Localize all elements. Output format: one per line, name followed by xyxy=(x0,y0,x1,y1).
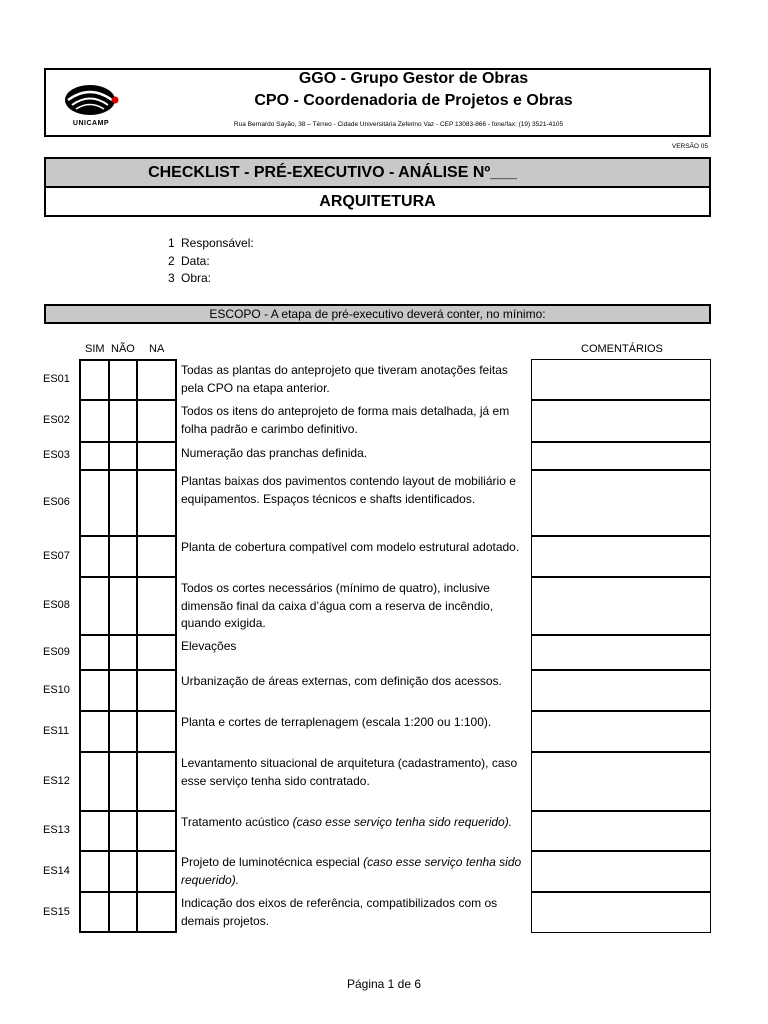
col-sim: SIM xyxy=(85,343,105,355)
info-label: Obra: xyxy=(181,271,212,285)
item-code: ES07 xyxy=(43,549,70,562)
checkbox-sim[interactable] xyxy=(79,442,109,470)
checkbox-nao[interactable] xyxy=(109,892,137,933)
item-code: ES02 xyxy=(43,414,70,426)
comment-cell[interactable] xyxy=(531,752,711,811)
item-code: ES12 xyxy=(43,774,70,787)
item-text: Indicação dos eixos de referência, compatibilizados com os demais projetos. xyxy=(181,896,498,928)
header-address: Rua Bernardo Sayão, 38 – Térreo - Cidade Universitária Zeferino Vaz - CEP 13083-866 - fone/fax: (19) 3521-4105 xyxy=(233,121,564,128)
comment-cell[interactable] xyxy=(531,851,711,892)
comment-cell[interactable] xyxy=(531,635,711,670)
checkbox-sim[interactable] xyxy=(79,400,109,442)
item-code: ES11 xyxy=(43,724,70,737)
info-row xyxy=(168,270,254,288)
item-text: Levantamento situacional de arquitetura (cadastramento), caso esse serviço tenha sido contratado. xyxy=(181,756,518,788)
col-comments: COMENTÁRIOS xyxy=(581,343,663,355)
escopo-lead: ESCOPO xyxy=(209,307,261,321)
item-code: ES14 xyxy=(43,864,70,877)
item-text: Todas as plantas do anteprojeto que tiveram anotações feitas pela CPO na etapa anterior. xyxy=(181,363,508,395)
col-nao: NÃO xyxy=(111,343,135,355)
checkbox-na[interactable] xyxy=(137,635,177,670)
item-code: ES06 xyxy=(43,496,70,508)
item-description xyxy=(181,714,526,732)
item-description xyxy=(181,445,526,463)
checkbox-nao[interactable] xyxy=(109,536,137,577)
version-label: VERSÃO 05 xyxy=(671,143,708,150)
comment-cell[interactable] xyxy=(531,359,711,400)
checkbox-nao[interactable] xyxy=(109,752,137,811)
checkbox-sim[interactable] xyxy=(79,811,109,851)
header-box xyxy=(44,68,711,137)
checkbox-sim[interactable] xyxy=(79,577,109,635)
escopo-banner xyxy=(44,304,711,324)
item-description xyxy=(181,814,526,832)
comment-cell[interactable] xyxy=(531,670,711,711)
item-code: ES01 xyxy=(43,372,70,385)
comment-cell[interactable] xyxy=(531,536,711,577)
comment-cell[interactable] xyxy=(531,577,711,635)
info-number: 2 xyxy=(168,253,175,268)
checkbox-na[interactable] xyxy=(137,670,177,711)
checkbox-na[interactable] xyxy=(137,400,177,442)
item-description xyxy=(181,539,526,557)
checkbox-na[interactable] xyxy=(137,359,177,400)
info-number: 3 xyxy=(168,271,175,285)
info-row xyxy=(168,235,254,253)
checklist-title xyxy=(46,159,709,188)
item-text: Elevações xyxy=(181,639,237,653)
item-text: Numeração das pranchas definida. xyxy=(181,446,368,460)
checkbox-na[interactable] xyxy=(137,470,177,536)
checkbox-nao[interactable] xyxy=(109,811,137,851)
checkbox-sim[interactable] xyxy=(79,536,109,577)
comment-cell[interactable] xyxy=(531,400,711,442)
checkbox-nao[interactable] xyxy=(109,577,137,635)
item-text: Tratamento acústico xyxy=(181,815,293,829)
checkbox-sim[interactable] xyxy=(79,851,109,892)
item-code: ES10 xyxy=(43,683,70,696)
checkbox-nao[interactable] xyxy=(109,711,137,752)
checkbox-sim[interactable] xyxy=(79,670,109,711)
page-footer: Página 1 de 6 xyxy=(346,977,422,991)
checkbox-nao[interactable] xyxy=(109,400,137,442)
checkbox-na[interactable] xyxy=(137,892,177,933)
comment-cell[interactable] xyxy=(531,470,711,536)
item-text: Planta e cortes de terraplenagem (escala 1:200 ou 1:100). xyxy=(181,715,492,729)
header-title-ggo: GGO - Grupo Gestor de Obras xyxy=(298,70,529,87)
item-text: Planta de cobertura compatível com modelo estrutural adotado. xyxy=(181,540,520,554)
item-note: (caso esse serviço tenha sido requerido). xyxy=(292,815,513,829)
checklist-title-text: CHECKLIST - PRÉ-EXECUTIVO - ANÁLISE Nº___ xyxy=(148,164,517,181)
item-description xyxy=(181,638,526,656)
item-description xyxy=(181,895,526,930)
item-code: ES13 xyxy=(43,824,70,836)
item-description xyxy=(181,580,526,633)
checkbox-sim[interactable] xyxy=(79,752,109,811)
checkbox-nao[interactable] xyxy=(109,470,137,536)
item-code: ES08 xyxy=(43,599,70,611)
info-block xyxy=(168,235,254,288)
checkbox-sim[interactable] xyxy=(79,892,109,933)
checkbox-nao[interactable] xyxy=(109,635,137,670)
item-text: Todos os cortes necessários (mínimo de quatro), inclusive dimensão final da caixa d’água com a reserva de incêndio, quando exigida. xyxy=(181,581,494,630)
checkbox-na[interactable] xyxy=(137,536,177,577)
item-code: ES03 xyxy=(43,449,70,461)
comment-cell[interactable] xyxy=(531,811,711,851)
item-description xyxy=(181,755,526,790)
comment-cell[interactable] xyxy=(531,711,711,752)
checkbox-sim[interactable] xyxy=(79,470,109,536)
item-description xyxy=(181,403,526,438)
item-description xyxy=(181,362,526,397)
info-row xyxy=(168,253,254,271)
item-note: (caso esse serviço tenha sido requerido). xyxy=(181,855,522,887)
logo-text: UNICAMP xyxy=(72,120,110,127)
checkbox-na[interactable] xyxy=(137,752,177,811)
item-description xyxy=(181,854,526,889)
item-description xyxy=(181,673,526,691)
title-box xyxy=(44,157,711,217)
checkbox-na[interactable] xyxy=(137,577,177,635)
item-text: Urbanização de áreas externas, com definição dos acessos. xyxy=(181,674,502,688)
item-text: Projeto de luminotécnica especial xyxy=(181,855,364,869)
checkbox-na[interactable] xyxy=(137,711,177,752)
item-code: ES09 xyxy=(43,645,70,658)
checkbox-na[interactable] xyxy=(137,851,177,892)
item-code: ES15 xyxy=(43,905,70,918)
header-title-cpo: CPO - Coordenadoria de Projetos e Obras xyxy=(254,92,573,109)
checkbox-nao[interactable] xyxy=(109,442,137,470)
checkbox-nao[interactable] xyxy=(109,670,137,711)
checkbox-nao[interactable] xyxy=(109,359,137,400)
checkbox-sim[interactable] xyxy=(79,711,109,752)
info-label: Data: xyxy=(181,253,210,268)
discipline-title: ARQUITETURA xyxy=(319,193,436,210)
checkbox-na[interactable] xyxy=(137,811,177,851)
checkbox-na[interactable] xyxy=(137,442,177,470)
item-description xyxy=(181,473,526,508)
checkbox-nao[interactable] xyxy=(109,851,137,892)
info-label: Responsável: xyxy=(181,236,254,250)
info-number: 1 xyxy=(168,236,175,250)
col-na: NA xyxy=(149,343,165,355)
checkbox-sim[interactable] xyxy=(79,359,109,400)
item-text: Plantas baixas dos pavimentos contendo layout de mobiliário e equipamentos. Espaços técnicos e shafts identificados. xyxy=(181,474,516,506)
checkbox-sim[interactable] xyxy=(79,635,109,670)
comment-cell[interactable] xyxy=(531,442,711,470)
comment-cell[interactable] xyxy=(531,892,711,933)
item-text: Todos os itens do anteprojeto de forma mais detalhada, já em folha padrão e carimbo definitivo. xyxy=(181,404,510,436)
escopo-text: - A etapa de pré-executivo deverá conter, no mínimo: xyxy=(260,307,546,321)
